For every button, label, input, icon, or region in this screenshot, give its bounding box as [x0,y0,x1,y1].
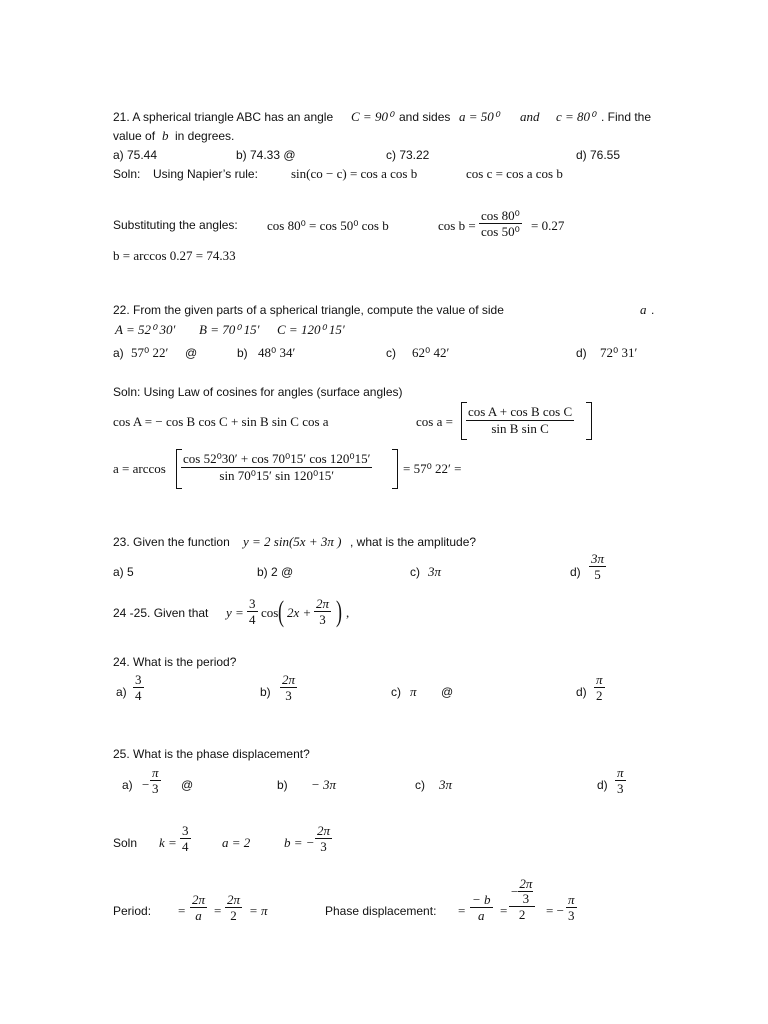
q2425-y-eq: y = [226,605,244,620]
q25-phase-eq0: = [458,903,466,918]
q25-option-a-label: a) [122,778,133,792]
q25-period-denominator-2: 2 [230,908,237,923]
q23-eq: y = 2 sin(5x + 3π ) [243,534,342,549]
q2425-coef-fraction [247,596,258,627]
q24-option-d-denominator: 2 [596,688,603,703]
q21-option-b: b) 74.33 @ [236,148,296,162]
q25-period-numerator-1: 2π [192,892,206,907]
q22-arccos-numerator: cos 52⁰30′ + cos 70⁰15′ cos 120⁰15′ [183,451,371,466]
q21-cosb-lhs: cos b = [438,218,476,233]
q23-option-c-value: 3π [428,564,442,579]
q22-option-a-value: 57⁰ 22′ [131,345,169,360]
q24-option-a-label: a) [116,685,127,699]
q25-period-numerator-2: 2π [227,892,241,907]
q22-eq-C: C = 120⁰ 15′ [277,322,345,337]
q21-eq-C: C = 90⁰ [351,109,394,124]
q25-k-lhs: k = [159,835,177,850]
q21-soln-label: Soln: [113,167,141,181]
q22-var-a: a [640,302,647,317]
q21-subst-label: Substituting the angles: [113,218,238,232]
q25-k-fraction [180,823,191,854]
q22-text: 22. From the given parts of a spherical triangle, compute the value of side [113,303,504,317]
q25-phase-fraction-3 [566,892,577,923]
q22-eq-B: B = 70⁰ 15′ [199,322,260,337]
q25-phase-compound-numerator [509,877,535,907]
q22-option-b-label: b) [237,346,248,360]
q25-period-fraction-2 [225,892,242,923]
q21-subst-eq: cos 80⁰ = cos 50⁰ cos b [267,218,389,233]
q21-cosb-rhs: = 0.27 [531,218,565,233]
q25-phase-inner-sign: − [511,884,519,899]
q24-option-b-label: b) [260,685,271,699]
q21-option-a: a) 75.44 [113,148,158,162]
q25-phase-numerator-1: − b [472,892,491,907]
q22-option-c-label: c) [386,346,396,360]
q25-phase-compound-denominator: 2 [518,907,526,922]
q2425-left-paren: ( [278,595,284,628]
q24-option-c-label: c) [391,685,401,699]
q25-phase-inner-denominator: 3 [522,891,530,906]
q23-text-1: 23. Given the function [113,535,230,549]
q21-text-2: and sides [399,110,451,124]
q22-arccos-denominator: sin 70⁰15′ sin 120⁰15′ [219,468,335,483]
q21-napier-eq: sin(co − c) = cos a cos b [291,166,418,181]
q25-option-b-label: b) [277,778,288,792]
q21-text-4: value of [113,129,156,143]
q24-option-c-mark: @ [441,685,454,699]
q22-law-eq: cos A = − cos B cos C + sin B sin C cos a [113,414,329,429]
q25-option-a-denominator: 3 [152,781,159,796]
q25-phase-numerator-3: π [568,892,575,907]
q24-option-b-denominator: 3 [285,688,292,703]
q25-phase-inner-fraction [518,877,533,906]
q22-option-a-mark: @ [185,346,198,360]
q25-option-d-denominator: 3 [617,781,624,796]
q2425-inner-fraction [314,596,331,627]
q21-soln-text: Using Napier’s rule: [153,167,258,181]
q22-arccos-right-bracket [392,449,398,489]
q25-phase-denominator-3: 3 [568,908,575,923]
q22-option-d-label: d) [576,346,587,360]
q25-phase-compound-fraction [509,877,535,922]
q23-option-d-label: d) [570,565,581,579]
q22-arccos-rhs: = 57⁰ 22′ = [403,461,462,476]
q21-option-c: c) 73.22 [386,148,430,162]
q25-option-d-fraction [615,765,626,796]
q25-text: 25. What is the phase displacement? [113,747,310,761]
q22-cosa-fraction [466,404,574,437]
q25-option-a-numerator: π [152,765,159,780]
q23-option-c-label: c) [410,565,420,579]
q22-period: . [651,303,655,317]
q21-text-5: in degrees. [175,129,235,143]
q25-option-a-sign: − [142,777,150,792]
q24-text: 24. What is the period? [113,655,237,669]
q25-option-d-numerator: π [617,765,624,780]
q25-option-c-label: c) [415,778,425,792]
q25-b-denominator: 3 [320,839,327,854]
q2425-inner-numerator: 2π [316,596,330,611]
q24-option-c-value: π [410,684,417,699]
q21-cosb-denominator: cos 50⁰ [481,224,520,239]
q25-b-lhs: b = − [284,835,315,850]
q25-phase-fraction-1 [470,892,493,923]
q25-option-a-fraction [150,765,161,796]
q21-b-result: b = arccos 0.27 = 74.33 [113,248,236,263]
q24-option-b-fraction [280,672,297,703]
q25-period-result: = π [249,903,268,918]
q21-option-d: d) 76.55 [576,148,621,162]
q22-cosa-numerator: cos A + cos B cos C [468,404,573,419]
q24-option-a-fraction [133,672,144,703]
q2425-inner-denominator: 3 [319,612,326,627]
q23-option-d-numerator: 3π [591,551,605,566]
q22-arccos-lhs: a = arccos [113,461,166,476]
q25-k-numerator: 3 [182,823,189,838]
q25-phase-eq2: = − [546,903,564,918]
q25-b-numerator: 2π [317,823,331,838]
q22-eq-A: A = 52⁰ 30′ [115,322,176,337]
q23-option-a: a) 5 [113,565,134,579]
q2425-right-paren: ) [336,595,342,628]
q2425-comma: , [346,605,350,620]
q22-cosa-right-bracket [586,402,592,440]
q25-period-eq0: = [178,903,186,918]
q25-soln-label: Soln [113,836,138,850]
q22-cosa-denominator: sin B sin C [491,421,549,436]
q25-phase-inner-numerator: 2π [519,876,533,891]
q21-text-1: 21. A spherical triangle ABC has an angle [113,110,334,124]
q25-k-denominator: 4 [182,839,189,854]
q25-option-a-mark: @ [181,778,194,792]
q22-arccos-fraction [181,451,372,484]
q25-option-c-value: 3π [439,777,453,792]
q23-option-b: b) 2 @ [257,565,294,579]
q23-option-d-denominator: 5 [594,567,601,582]
q21-eq-c: c = 80⁰ [556,109,596,124]
q21-eq-a: a = 50⁰ [459,109,499,124]
q22-soln-text: Soln: Using Law of cosines for angles (surface angles) [113,385,403,399]
q25-period-fraction-1 [190,892,207,923]
q24-option-b-numerator: 2π [282,672,296,687]
q23-option-d-fraction [589,551,606,582]
q25-b-fraction [315,823,332,854]
q22-cosa-lhs: cos a = [416,414,453,429]
q25-phase-label: Phase displacement: [325,904,437,918]
q22-option-d-value: 72⁰ 31′ [600,345,638,360]
q2425-coef-numerator: 3 [249,596,256,611]
q21-cosb-numerator: cos 80⁰ [481,208,520,223]
q25-option-b-value: − 3π [311,777,337,792]
q2425-cos: cos [261,605,279,620]
q25-period-eq1: = [214,903,222,918]
q25-phase-denominator-1: a [478,908,485,923]
q2425-coef-denominator: 4 [249,612,256,627]
q24-option-d-fraction [594,672,605,703]
q24-option-a-denominator: 4 [135,688,142,703]
q23-text-2: , what is the amplitude? [350,535,477,549]
q24-option-d-numerator: π [596,672,603,687]
q25-a-eq: a = 2 [222,835,251,850]
q25-period-denominator-1: a [195,908,202,923]
q2425-inner: 2x + [287,605,312,620]
q2425-text: 24 -25. Given that [113,606,209,620]
q25-phase-eq1: = [500,903,508,918]
q21-text-3: . Find the [601,110,652,124]
q24-option-a-numerator: 3 [135,672,142,687]
q21-var-b: b [162,128,169,143]
q22-option-a-label: a) [113,346,124,360]
q21-cosb-fraction [479,208,522,239]
q25-option-d-label: d) [597,778,608,792]
q21-napier-eq2: cos c = cos a cos b [466,166,563,181]
q22-option-c-value: 62⁰ 42′ [412,345,450,360]
q21-and: and [520,109,540,124]
q24-option-d-label: d) [576,685,587,699]
q22-option-b-value: 48⁰ 34′ [258,345,296,360]
q25-period-label: Period: [113,904,152,918]
